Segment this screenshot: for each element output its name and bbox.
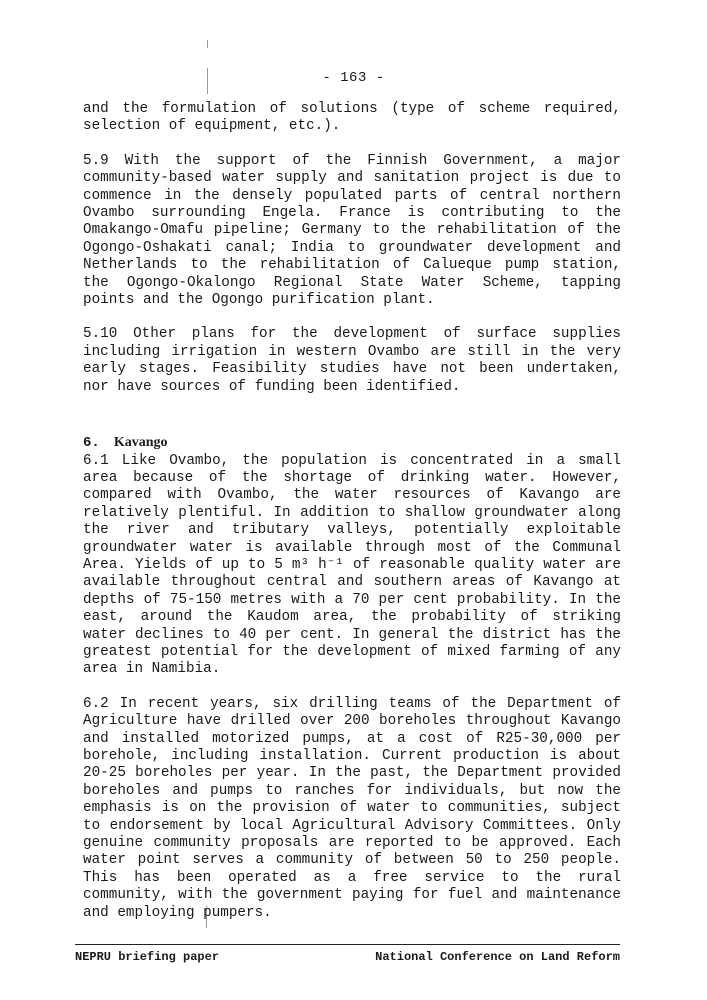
- scan-mark: [207, 40, 208, 48]
- paragraph-continuation: and the formulation of solutions (type of scheme required, selection of equipment, etc.).: [83, 101, 621, 135]
- paragraph-5-10: 5.10 Other plans for the development of surface supplies including irrigation in western Ovambo are still in the very early stages. Feasibility studies have not been undertaken, nor have sources of funding been identified.: [83, 326, 621, 395]
- footer-divider: [75, 944, 620, 945]
- paragraph-6-2: 6.2 In recent years, six drilling teams of the Department of Agriculture have drilled over 200 boreholes throughout Kavango and installed motorized pumps, at a cost of R25-30,000 per borehole, including installation. Current production is about 20-25 boreholes per year. In the past, the Department provided boreholes and pumps to ranches for individuals, but now the emphasis is on the provision of water to communities, subject to endorsement by local Agricultural Advisory Committees. Only genuine community proposals are reported to be approved. Each water point serves a community of between 50 to 250 people. This has been operated as a free service to the rural community, with the government paying for fuel and maintenance and employing pumpers.: [83, 695, 621, 921]
- paragraph-5-9: 5.9 With the support of the Finnish Government, a major community-based water supply and sanitation project is due to commence in the densely populated parts of central northern Ovambo surrounding Engela. France is contributing to the Omakango-Omafu pipeline; Germany to the rehabilitation of the Ogongo-Oshakati canal; India to groundwater development and Netherlands to the rehabilitation of Calueque pump station, the Ogongo-Okalongo Regional State Water Scheme, tapping points and the Ogongo purification plant.: [83, 152, 621, 309]
- section-heading: [83, 434, 621, 452]
- section-number: 6.: [83, 435, 100, 452]
- page-number: - 163 -: [322, 70, 385, 86]
- body-text: [83, 101, 621, 922]
- page-footer: [75, 950, 620, 964]
- section-title: Kavango: [113, 435, 168, 451]
- footer-right-text: National Conference on Land Reform: [375, 950, 620, 964]
- footer-left-text: NEPRU briefing paper: [75, 950, 220, 964]
- paragraph-6-1: 6.1 Like Ovambo, the population is concentrated in a small area because of the shortage of drinking water. However, compared with Ovambo, the water resources of Kavango are relatively plentiful. In addition to shallow groundwater along the river and tributary valleys, potentially exploitable groundwater water is available through most of the Communal Area. Yields of up to 5 m³ h⁻¹ of reasonable quality water are available throughout central and southern areas of Kavango at depths of 75-150 metres with a 70 per cent probability. In the east, around the Kaudom area, the probability of striking water declines to 40 per cent. In general the district has the greatest potential for the development of mixed farming of any area in Namibia.: [83, 452, 621, 678]
